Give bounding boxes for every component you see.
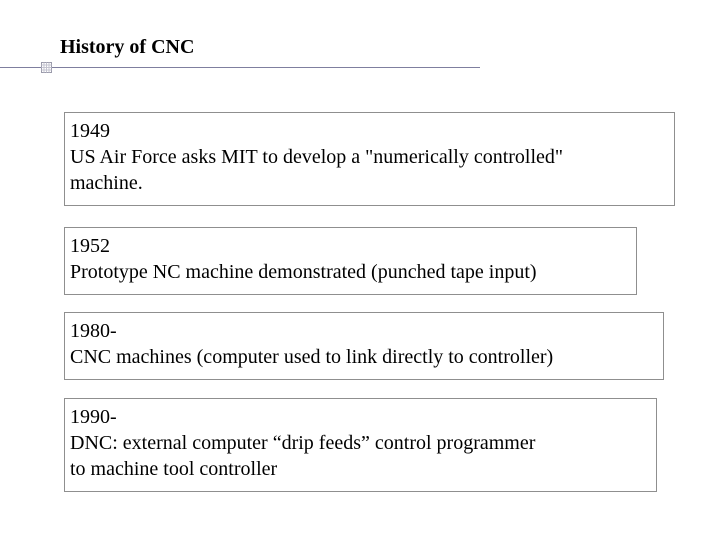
timeline-year: 1952: [70, 235, 110, 257]
timeline-description-line: Prototype NC machine demonstrated (punched tape input): [70, 261, 537, 283]
timeline-entry-1990: [64, 398, 657, 492]
timeline-description-line: DNC: external computer “drip feeds” control programmer: [70, 432, 536, 454]
timeline-description-line: US Air Force asks MIT to develop a "numerically controlled": [70, 146, 564, 168]
timeline-description-line: machine.: [70, 172, 143, 194]
timeline-description-line: to machine tool controller: [70, 458, 278, 480]
title-divider-line: [0, 67, 480, 68]
timeline-year: 1949: [70, 120, 110, 142]
timeline-entry-1952: [64, 227, 637, 295]
slide-title: History of CNC: [60, 36, 195, 58]
bullet-marker-icon: [40, 61, 53, 74]
timeline-year: 1990-: [70, 406, 117, 428]
timeline-entry-1949: [64, 112, 675, 206]
timeline-entry-1980: [64, 312, 664, 380]
timeline-description-line: CNC machines (computer used to link directly to controller): [70, 346, 554, 368]
timeline-year: 1980-: [70, 320, 117, 342]
